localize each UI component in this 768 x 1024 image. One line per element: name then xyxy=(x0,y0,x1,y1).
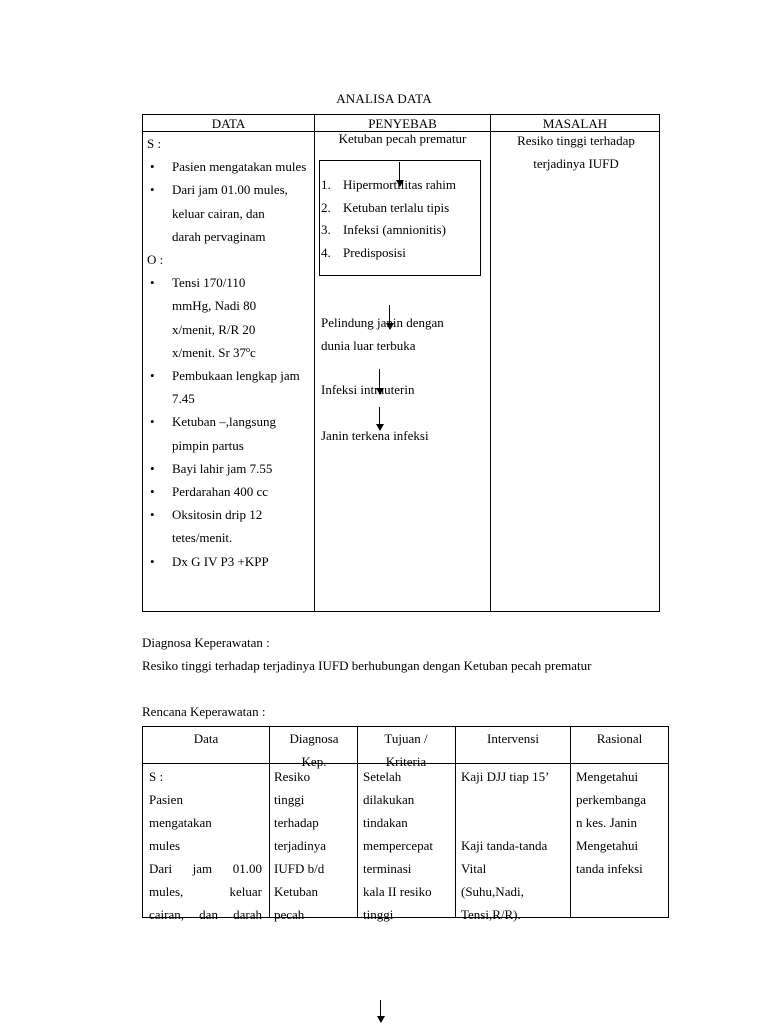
text-line: mempercepat xyxy=(363,838,434,853)
text-line: terminasi xyxy=(363,861,412,876)
column-divider xyxy=(269,727,270,917)
list-item: 3. Infeksi (amnionitis) xyxy=(321,222,446,238)
o-list xyxy=(147,271,313,573)
header-tujuan: Tujuan / Kriteria xyxy=(384,731,428,769)
header-intervensi: Intervensi xyxy=(487,731,539,746)
header-rasional: Rasional xyxy=(596,731,643,746)
column-divider xyxy=(314,115,315,611)
text-line: Kaji tanda-tanda xyxy=(461,838,548,853)
column-divider xyxy=(357,727,358,917)
rencana-data-cell xyxy=(149,765,262,926)
masalah-text: Resiko tinggi terhadap terjadinya IUFD xyxy=(517,133,635,171)
header-penyebab: PENYEBAB xyxy=(368,116,437,131)
list-item: • Bayi lahir jam 7.55 xyxy=(147,457,313,480)
text-line: perkembanga xyxy=(576,792,647,807)
text-line: terhadap xyxy=(274,815,319,830)
s-list xyxy=(147,155,313,248)
text-line: mules xyxy=(149,838,181,853)
list-item: • Dari jam 01.00 mules, keluar cairan, dan darah pervaginam xyxy=(147,178,290,248)
intervensi-item: Kaji DJJ tiap 15’ xyxy=(461,769,550,784)
header-masalah: MASALAH xyxy=(542,116,608,131)
arrow-down-icon xyxy=(399,162,400,186)
text-line: pecah xyxy=(274,907,305,922)
rencana-table xyxy=(142,726,669,922)
text-line: mules, keluar xyxy=(149,884,262,899)
column-divider xyxy=(455,727,456,917)
list-item: • Tensi 170/110 mmHg, Nadi 80 x/menit, R/R 20 x/menit. Sr 37ºc xyxy=(147,271,280,364)
rencana-rasional-cell xyxy=(576,765,668,880)
list-item: • Dx G IV P3 +KPP xyxy=(147,550,313,573)
text-line: Mengetahui xyxy=(576,769,639,784)
page-title: ANALISA DATA xyxy=(336,91,432,106)
cause-list xyxy=(321,174,456,264)
list-item: 2. Ketuban terlalu tipis xyxy=(321,199,450,215)
diagnosa-label: Diagnosa Keperawatan : xyxy=(142,635,270,650)
list-item: • Ketuban –,langsung pimpin partus xyxy=(147,410,302,456)
s-label: S : xyxy=(149,769,164,784)
rencana-tujuan-cell xyxy=(363,765,455,926)
s-label: S : xyxy=(147,136,162,151)
list-item: • Perdarahan 400 cc xyxy=(147,480,313,503)
rencana-intervensi-cell xyxy=(461,765,569,926)
list-item: 1. Hipermortilitas rahim xyxy=(321,177,457,192)
text-line: Dari jam 01.00 xyxy=(149,861,262,876)
text-line: kala II resiko xyxy=(363,884,432,899)
list-item: • Pembukaan lengkap jam 7.45 xyxy=(147,364,300,410)
text-line: Resiko xyxy=(274,769,311,784)
o-label: O : xyxy=(147,252,164,268)
header-data: Data xyxy=(193,731,219,746)
list-item: 4. Predisposisi xyxy=(321,244,406,260)
text-line: tinggi xyxy=(363,907,394,922)
text-line: terjadinya xyxy=(274,838,326,853)
text-line: Mengetahui xyxy=(576,838,639,853)
text-line: Ketuban xyxy=(274,884,319,899)
penyebab-top: Ketuban pecah prematur xyxy=(338,131,467,146)
text-line: IUFD b/d xyxy=(274,861,325,876)
text-line: Pasien xyxy=(149,792,183,807)
arrow-down-icon xyxy=(380,1000,381,1022)
header-diagnosa: Diagnosa Kep. xyxy=(289,731,339,769)
header-data: DATA xyxy=(211,116,246,131)
text-line: (Suhu,Nadi, xyxy=(461,884,524,899)
text-line: cairan, dan darah xyxy=(149,907,262,922)
text-line: Setelah xyxy=(363,769,402,784)
text-line: Vital xyxy=(461,861,487,876)
text-line: Tensi,R/R). xyxy=(461,907,521,922)
text-line: tindakan xyxy=(363,815,408,830)
text-line: n kes. Janin xyxy=(576,815,638,830)
text-line: dilakukan xyxy=(363,792,415,807)
column-divider xyxy=(570,727,571,917)
list-item: • Oksitosin drip 12 tetes/menit. xyxy=(147,503,282,549)
flow-step-1: Pelindung janin dengan dunia luar terbuka xyxy=(321,315,444,353)
data-column xyxy=(147,132,313,573)
rencana-label: Rencana Keperawatan : xyxy=(142,704,266,719)
rencana-diagnosa-cell xyxy=(274,765,356,926)
text-line: mengatakan xyxy=(149,815,212,830)
text-line: tanda infeksi xyxy=(576,861,643,876)
flow-step-3: Janin terkena infeksi xyxy=(321,428,429,443)
text-line: tinggi xyxy=(274,792,305,807)
column-divider xyxy=(490,115,491,611)
diagnosa-text: Resiko tinggi terhadap terjadinya IUFD berhubungan dengan Ketuban pecah prematur xyxy=(142,658,592,673)
analisa-table xyxy=(142,114,660,612)
list-item: • Pasien mengatakan mules xyxy=(147,155,313,178)
flow-step-2: Infeksi intrauterin xyxy=(321,382,415,397)
